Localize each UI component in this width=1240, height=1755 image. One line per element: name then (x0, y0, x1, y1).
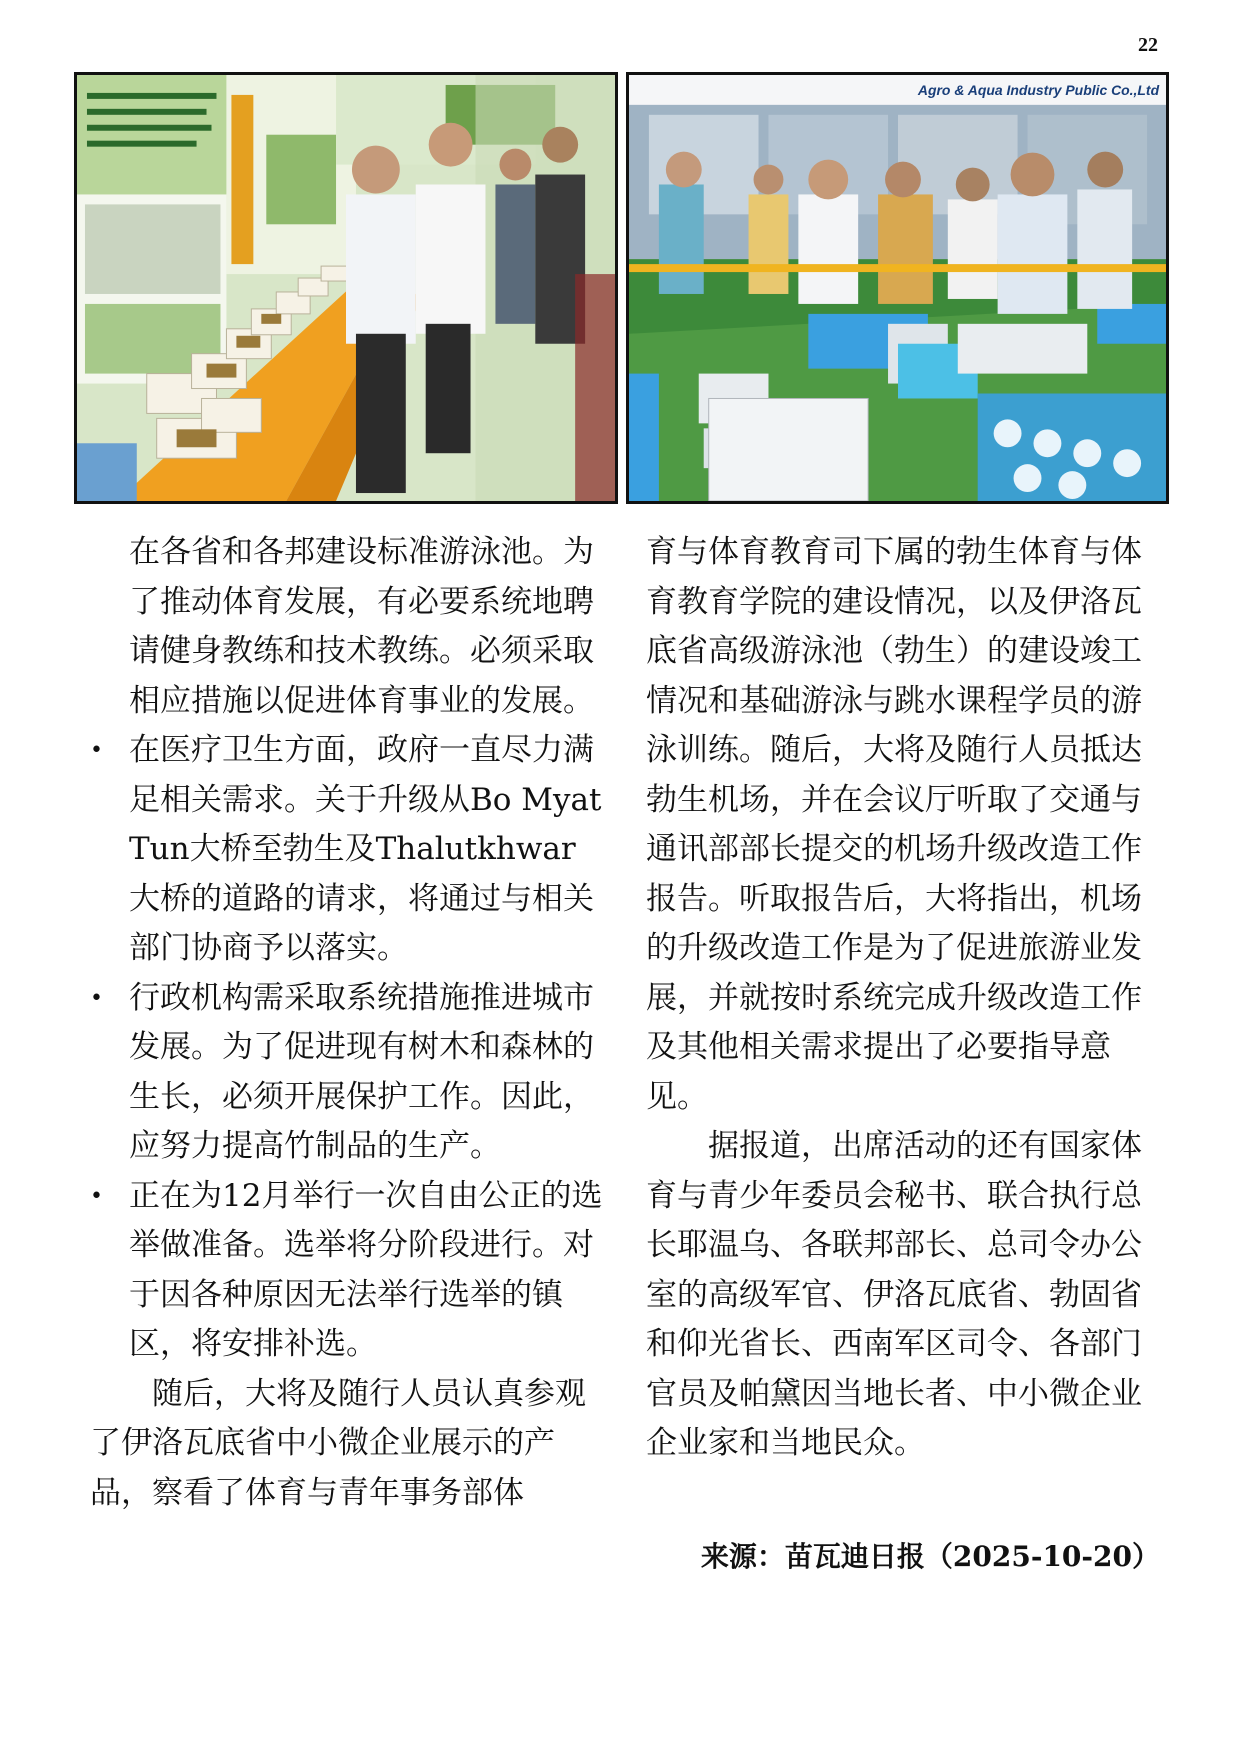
bullet-item-health: • 在医疗卫生方面，政府一直尽力满足相关需求。关于升级从Bo Myat Tun大桥至勃生及Thalutkhwar大桥的道路的请求，将通过与相关部门协商予以落实。 (90, 726, 605, 974)
source-credit: 来源：苗瓦迪日报（2025-10-20） (700, 1540, 1160, 1573)
bullet-list (90, 726, 605, 1370)
bullet-item-election: • 正在为12月举行一次自由公正的选举做准备。选举将分阶段进行。对于因各种原因无法举行选举的镇区，将安排补选。 (90, 1172, 605, 1370)
right-paragraph-attendees: 据报道，出席活动的还有国家体育与青少年委员会秘书、联合执行总长耶温乌、各联邦部长、总司令办公室的高级军官、伊洛瓦底省、勃固省和仰光省长、西南军区司令、各部门官员及帕黛因当地长者、中小微企业企业家和当地民众。 (646, 1128, 1142, 1461)
left-paragraph-visit: 随后，大将及随行人员认真参观了伊洛瓦底省中小微企业展示的产品，察看了体育与青年事务部体 (90, 1375, 586, 1511)
bullet-item-urban: • 行政机构需采取系统措施推进城市发展。为了促进现有树木和森林的生长，必须开展保护工作。因此，应努力提高竹制品的生产。 (90, 974, 605, 1172)
industrial-model-photo (626, 72, 1169, 504)
industrial-model-photo-image (629, 75, 1166, 501)
exhibition-photo-image (77, 75, 615, 501)
left-column (90, 528, 605, 1518)
right-column (646, 528, 1161, 1469)
left-paragraph-continued: 在各省和各邦建设标准游泳池。为了推动体育发展，有必要系统地聘请健身教练和技术教练。必须采取相应措施以促进体育事业的发展。 (129, 534, 594, 719)
right-paragraph-continued: 育与体育教育司下属的勃生体育与体育教育学院的建设情况，以及伊洛瓦底省高级游泳池（勃生）的建设竣工情况和基础游泳与跳水课程学员的游泳训练。随后，大将及随行人员抵达勃生机场，并在会议厅听取了交通与通讯部部长提交的机场升级改造工作报告。听取报告后，大将指出，机场的升级改造工作是为了促进旅游业发展，并就按时系统完成升级改造工作及其他相关需求提出了必要指导意见。 (646, 534, 1142, 1115)
page-number: 22 (1138, 34, 1158, 56)
model-banner-text: Agro & Aqua Industry Public Co.,Ltd (917, 81, 1160, 98)
exhibition-photo (74, 72, 618, 504)
